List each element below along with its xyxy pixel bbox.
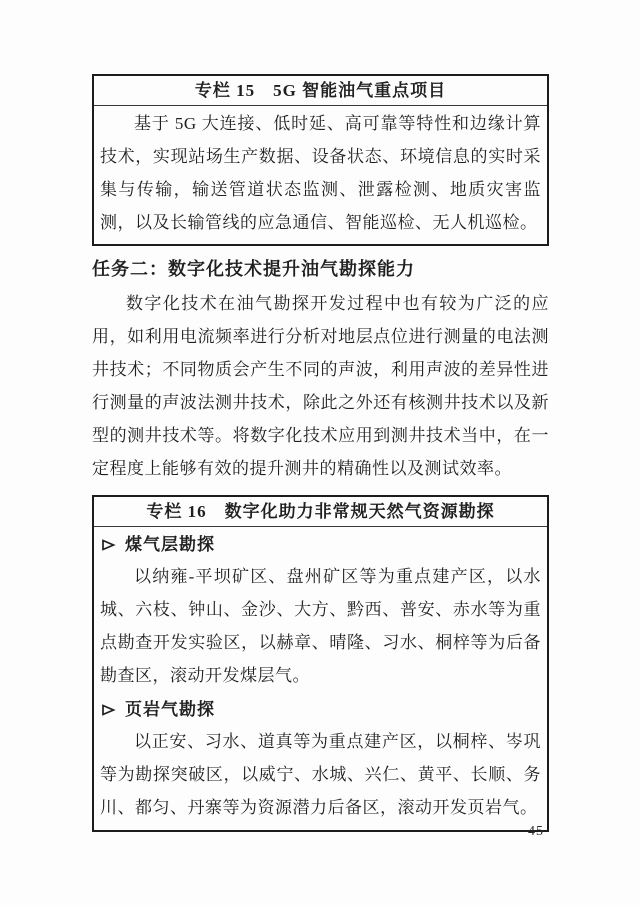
arrowhead-bullet-icon: [101, 703, 116, 717]
column-box-15: [92, 74, 549, 246]
column-box-15-title: 专栏 15 5G 智能油气重点项目: [94, 76, 547, 106]
arrowhead-bullet-icon: [101, 538, 116, 552]
column-box-15-body: 基于 5G 大连接、低时延、高可靠等特性和边缘计算技术，实现站场生产数据、设备状态、环境信息的实时采集与传输，输送管道状态监测、泄露检测、地质灾害监测，以及长输管线的应急通信、智能巡检、无人机巡检。: [100, 114, 541, 232]
task-2-heading: 任务二：数字化技术提升油气勘探能力: [92, 259, 415, 279]
list-item-heading-shale-gas: [94, 692, 547, 725]
list-item-heading-coalbed-gas: [94, 527, 547, 560]
list-item-body-coalbed-gas: 以纳雍-平坝矿区、盘州矿区等为重点建产区，以水城、六枝、钟山、金沙、大方、黔西、普安、赤水等为重点勘查开发实验区，以赫章、晴隆、习水、桐梓等为后备勘查区，滚动开发煤层气。: [100, 567, 541, 685]
task-2-paragraph: 数字化技术在油气勘探开发过程中也有较为广泛的应用，如利用电流频率进行分析对地层点位进行测量的电法测井技术；不同物质会产生不同的声波，利用声波的差异性进行测量的声波法测井技术，除此之外还有核测井技术以及新型的测井技术等。将数字化技术应用到测井技术当中，在一定程度上能够有效的提升测井的精确性以及测试效率。: [92, 294, 549, 478]
list-item-heading-label: 页岩气勘探: [125, 700, 215, 719]
column-box-16-title: 专栏 16 数字化助力非常规天然气资源勘探: [94, 497, 547, 527]
page-number: 45: [528, 824, 544, 839]
page-content: [92, 0, 549, 832]
list-item-heading-label: 煤气层勘探: [125, 535, 215, 554]
list-item-body-shale-gas: 以正安、习水、道真等为重点建产区，以桐梓、岑巩等为勘探突破区，以威宁、水城、兴仁、黄平、长顺、务川、都匀、丹寨等为资源潜力后备区，滚动开发页岩气。: [100, 732, 541, 817]
column-box-16: [92, 495, 549, 832]
